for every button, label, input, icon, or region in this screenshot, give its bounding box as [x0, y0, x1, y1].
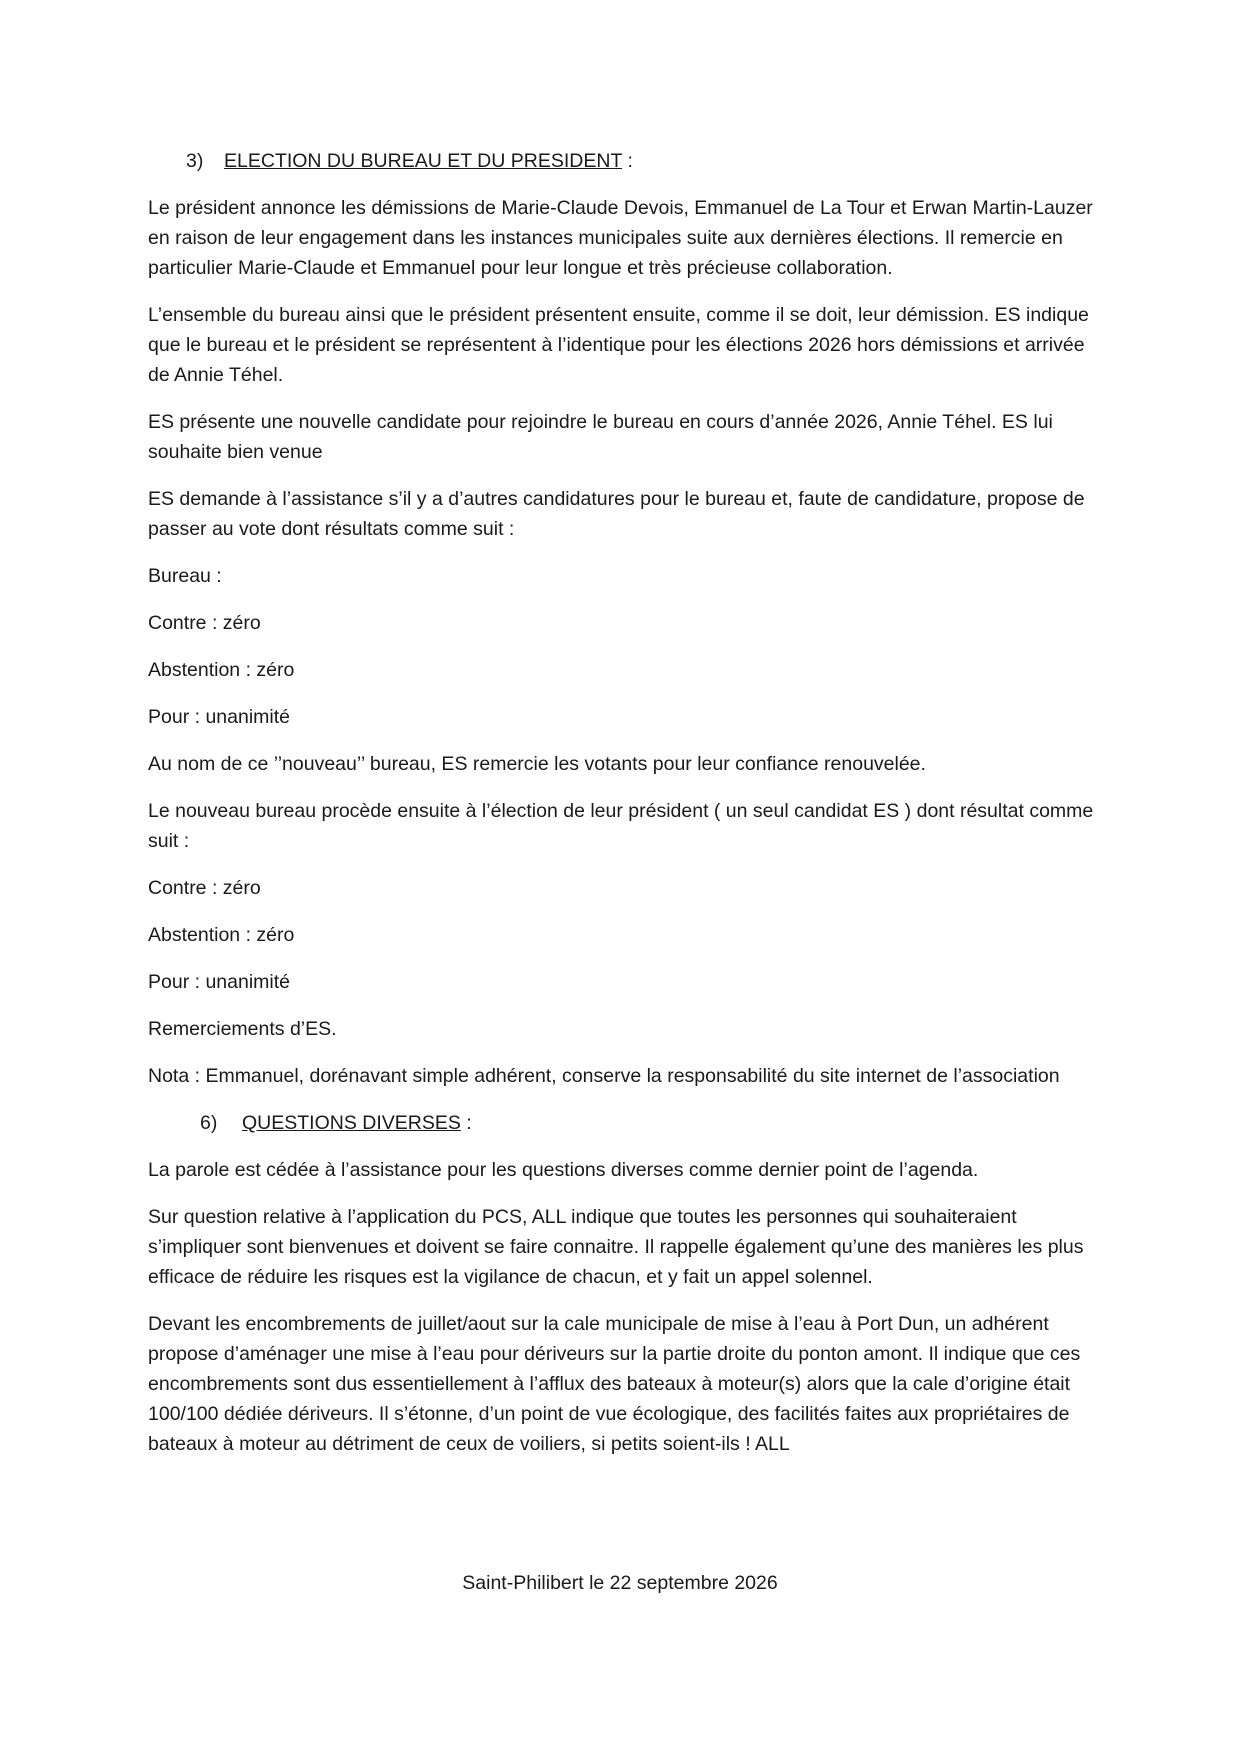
- vote-result: Contre : zéro: [148, 877, 261, 899]
- vote-result: Pour : unanimité: [148, 971, 290, 993]
- paragraph: Nota : Emmanuel, dorénavant simple adhérent, conserve la responsabilité du site internet de l’association: [148, 1065, 1060, 1087]
- vote-result: Pour : unanimité: [148, 706, 290, 728]
- document-page: [148, 146, 1098, 1476]
- paragraph: Le nouveau bureau procède ensuite à l’élection de leur président ( un seul candidat ES ) dont résultat comme suit :: [148, 800, 1094, 852]
- paragraph: ES demande à l’assistance s’il y a d’autres candidatures pour le bureau et, faute de candidature, propose de passer au vote dont résultats comme suit :: [148, 488, 1085, 540]
- paragraph: Remerciements d’ES.: [148, 1018, 337, 1040]
- paragraph: La parole est cédée à l’assistance pour les questions diverses comme dernier point de l’agenda.: [148, 1159, 979, 1181]
- paragraph: Devant les encombrements de juillet/aout sur la cale municipale de mise à l’eau à Port Dun, un adhérent propose d’aménager une mise à l’eau pour dériveurs sur la partie droite du ponton amont. Il indique que ces encombrements sont dus essentiellement à l’afflux des bateaux à moteur(s) alors que la cale d’origine était 100/100 dédiée dériveurs. Il s’étonne, d’un point de vue écologique, des facilités faites aux propriétaires de bateaux à moteur au détriment de ceux de voiliers, si petits soient-ils ! ALL: [148, 1313, 1081, 1455]
- section-title: QUESTIONS DIVERSES: [242, 1112, 461, 1134]
- vote-label: Bureau :: [148, 565, 222, 587]
- paragraph: Au nom de ce ’’nouveau’’ bureau, ES remercie les votants pour leur confiance renouvelée.: [148, 753, 926, 775]
- vote-result: Abstention : zéro: [148, 659, 295, 681]
- section-heading-3: [186, 146, 1098, 176]
- section-number: 3): [186, 150, 204, 172]
- vote-result: Contre : zéro: [148, 612, 261, 634]
- vote-result: Abstention : zéro: [148, 924, 295, 946]
- paragraph: Sur question relative à l’application du PCS, ALL indique que toutes les personnes qui souhaiteraient s’impliquer sont bienvenues et doivent se faire connaitre. Il rappelle également qu’une des manières les plus efficace de réduire les risques est la vigilance de chacun, et y fait un appel solennel.: [148, 1206, 1084, 1288]
- paragraph: Le président annonce les démissions de Marie-Claude Devois, Emmanuel de La Tour et Erwan Martin-Lauzer en raison de leur engagement dans les instances municipales suite aux dernières élections. Il remercie en particulier Marie-Claude et Emmanuel pour leur longue et très précieuse collaboration.: [148, 197, 1093, 279]
- section-title-suffix: :: [622, 150, 633, 172]
- page-footer: Saint-Philibert le 22 septembre 2026: [462, 1572, 778, 1594]
- section-title-suffix: :: [460, 1112, 472, 1134]
- section-number: 6): [200, 1112, 218, 1134]
- paragraph: ES présente une nouvelle candidate pour rejoindre le bureau en cours d’année 2026, Annie Téhel. ES lui souhaite bien venue: [148, 411, 1053, 463]
- section-title: ELECTION DU BUREAU ET DU PRESIDENT: [224, 150, 623, 172]
- paragraph: L’ensemble du bureau ainsi que le président présentent ensuite, comme il se doit, leur démission. ES indique que le bureau et le président se représentent à l’identique pour les élections 2026 hors démissions et arrivée de Annie Téhel.: [148, 304, 1089, 386]
- section-heading-6: [200, 1108, 1098, 1138]
